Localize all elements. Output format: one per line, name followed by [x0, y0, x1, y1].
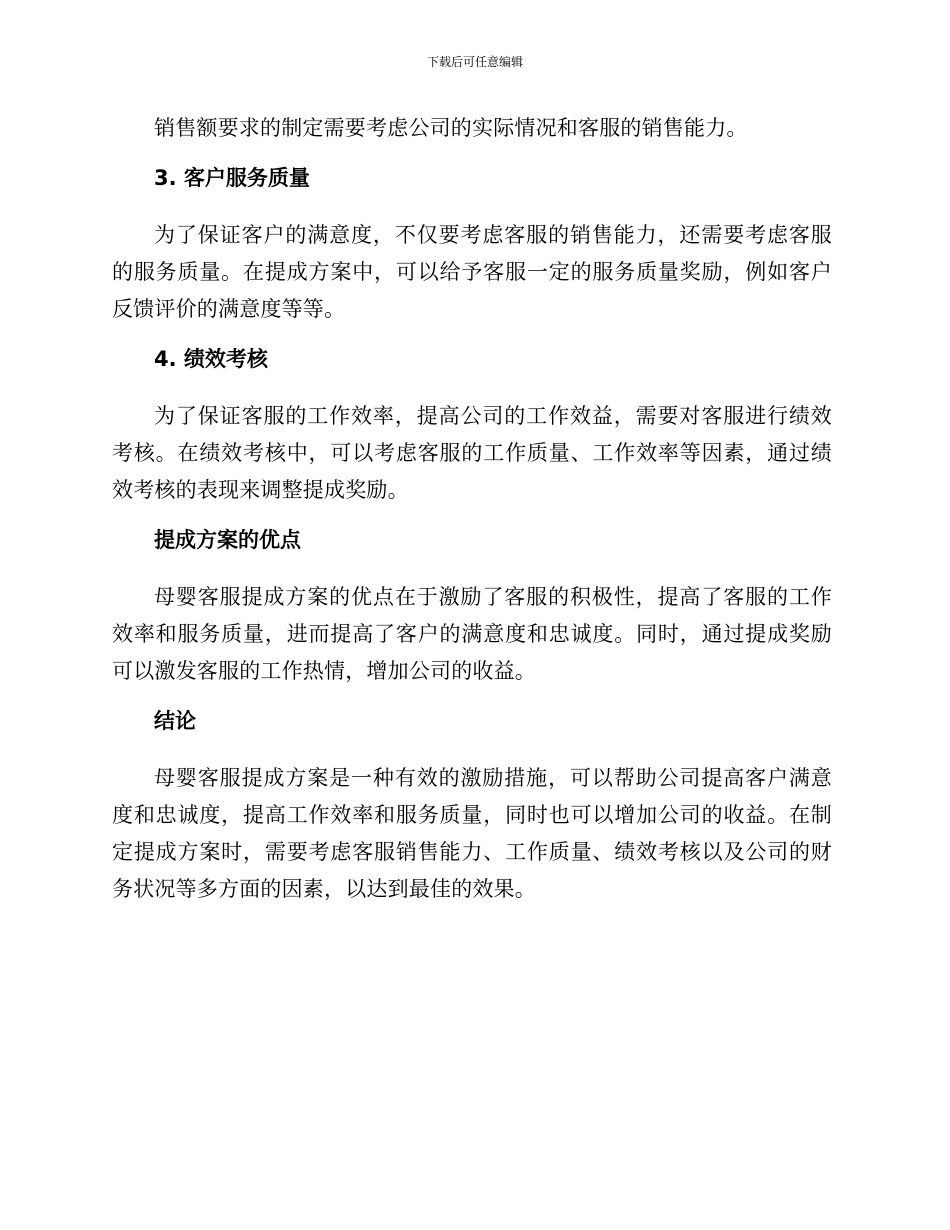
paragraph-service-quality: 为了保证客户的满意度，不仅要考虑客服的销售能力，还需要考虑客服的服务质量。在提成方案中，可以给予客服一定的服务质量奖励，例如客户反馈评价的满意度等等。	[112, 223, 832, 321]
section-heading-conclusion: 结论	[154, 709, 196, 733]
section-heading-performance: 4. 绩效考核	[154, 347, 268, 371]
document-body	[112, 110, 832, 908]
section-heading-advantages: 提成方案的优点	[154, 528, 301, 552]
paragraph-conclusion: 母婴客服提成方案是一种有效的激励措施，可以帮助公司提高客户满意度和忠诚度，提高工作效率和服务质量，同时也可以增加公司的收益。在制定提成方案时，需要考虑客服销售能力、工作质量、绩效考核以及公司的财务状况等多方面的因素，以达到最佳的效果。	[112, 766, 832, 901]
paragraph-sales-requirement: 销售额要求的制定需要考虑公司的实际情况和客服的销售能力。	[154, 116, 748, 140]
section-heading-service-quality: 3. 客户服务质量	[154, 166, 310, 190]
paragraph-performance: 为了保证客服的工作效率，提高公司的工作效益，需要对客服进行绩效考核。在绩效考核中，可以考虑客服的工作质量、工作效率等因素，通过绩效考核的表现来调整提成奖励。	[112, 404, 832, 502]
paragraph-advantages: 母婴客服提成方案的优点在于激励了客服的积极性，提高了客服的工作效率和服务质量，进而提高了客户的满意度和忠诚度。同时，通过提成奖励可以激发客服的工作热情，增加公司的收益。	[112, 585, 832, 683]
header-note: 下载后可任意编辑	[426, 55, 523, 69]
